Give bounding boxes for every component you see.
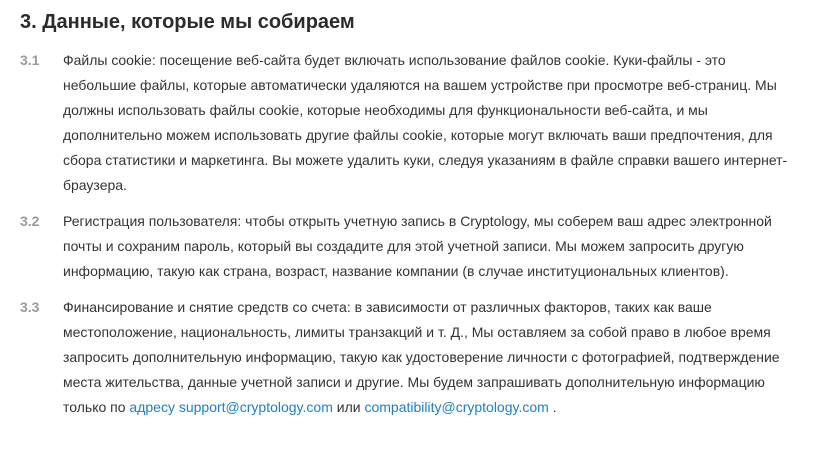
- compatibility-email-link[interactable]: compatibility@cryptology.com: [364, 399, 549, 415]
- clause-text: Финансирование и снятие средств со счета: в зависимости от различных факторов, таких как ваше местоположение, национальность, лимиты транзакций и т. Д., Мы оставляем за собой право в любое время запросить дополнительную информацию, такую как удостоверение личности с фотографией, подтверждение места жительства, данные учетной записи и другие. Мы будем запрашивать дополнительную информацию только по: [63, 299, 780, 415]
- clause-text: Файлы cookie: посещение веб-сайта будет включать использование файлов cookie. Куки-файлы - это небольшие файлы, которые автоматически удаляются на вашем устройстве при просмотре веб-страниц. Мы должны использовать файлы cookie, которые необходимы для функциональности веб-сайта, и мы дополнительно можем использовать другие файлы cookie, которые могут включать ваши предпочтения, для сбора статистики и маркетинга. Вы можете удалить куки, следуя указаниям в файле справки вашего интернет-браузера.: [63, 52, 788, 193]
- support-email-link[interactable]: адресу support@cryptology.com: [129, 399, 333, 415]
- clause-3-2: [20, 209, 820, 284]
- clause-3-3: [20, 295, 820, 420]
- clause-text-end: .: [548, 399, 557, 415]
- clause-number: 3.2: [20, 213, 40, 229]
- clause-number: 3.1: [20, 52, 40, 68]
- section-title: 3. Данные, которые мы собираем: [20, 11, 355, 33]
- clause-text-connector: или: [332, 399, 365, 415]
- clause-3-1: [20, 48, 820, 198]
- clause-number: 3.3: [20, 299, 40, 315]
- clause-text: Регистрация пользователя: чтобы открыть учетную запись в Cryptology, мы соберем ваш адрес электронной почты и сохраним пароль, который вы создадите для этой учетной записи. Мы можем запросить другую информацию, такую как страна, возраст, название компании (в случае институциональных клиентов).: [63, 213, 772, 279]
- clause-text-container: [63, 295, 801, 420]
